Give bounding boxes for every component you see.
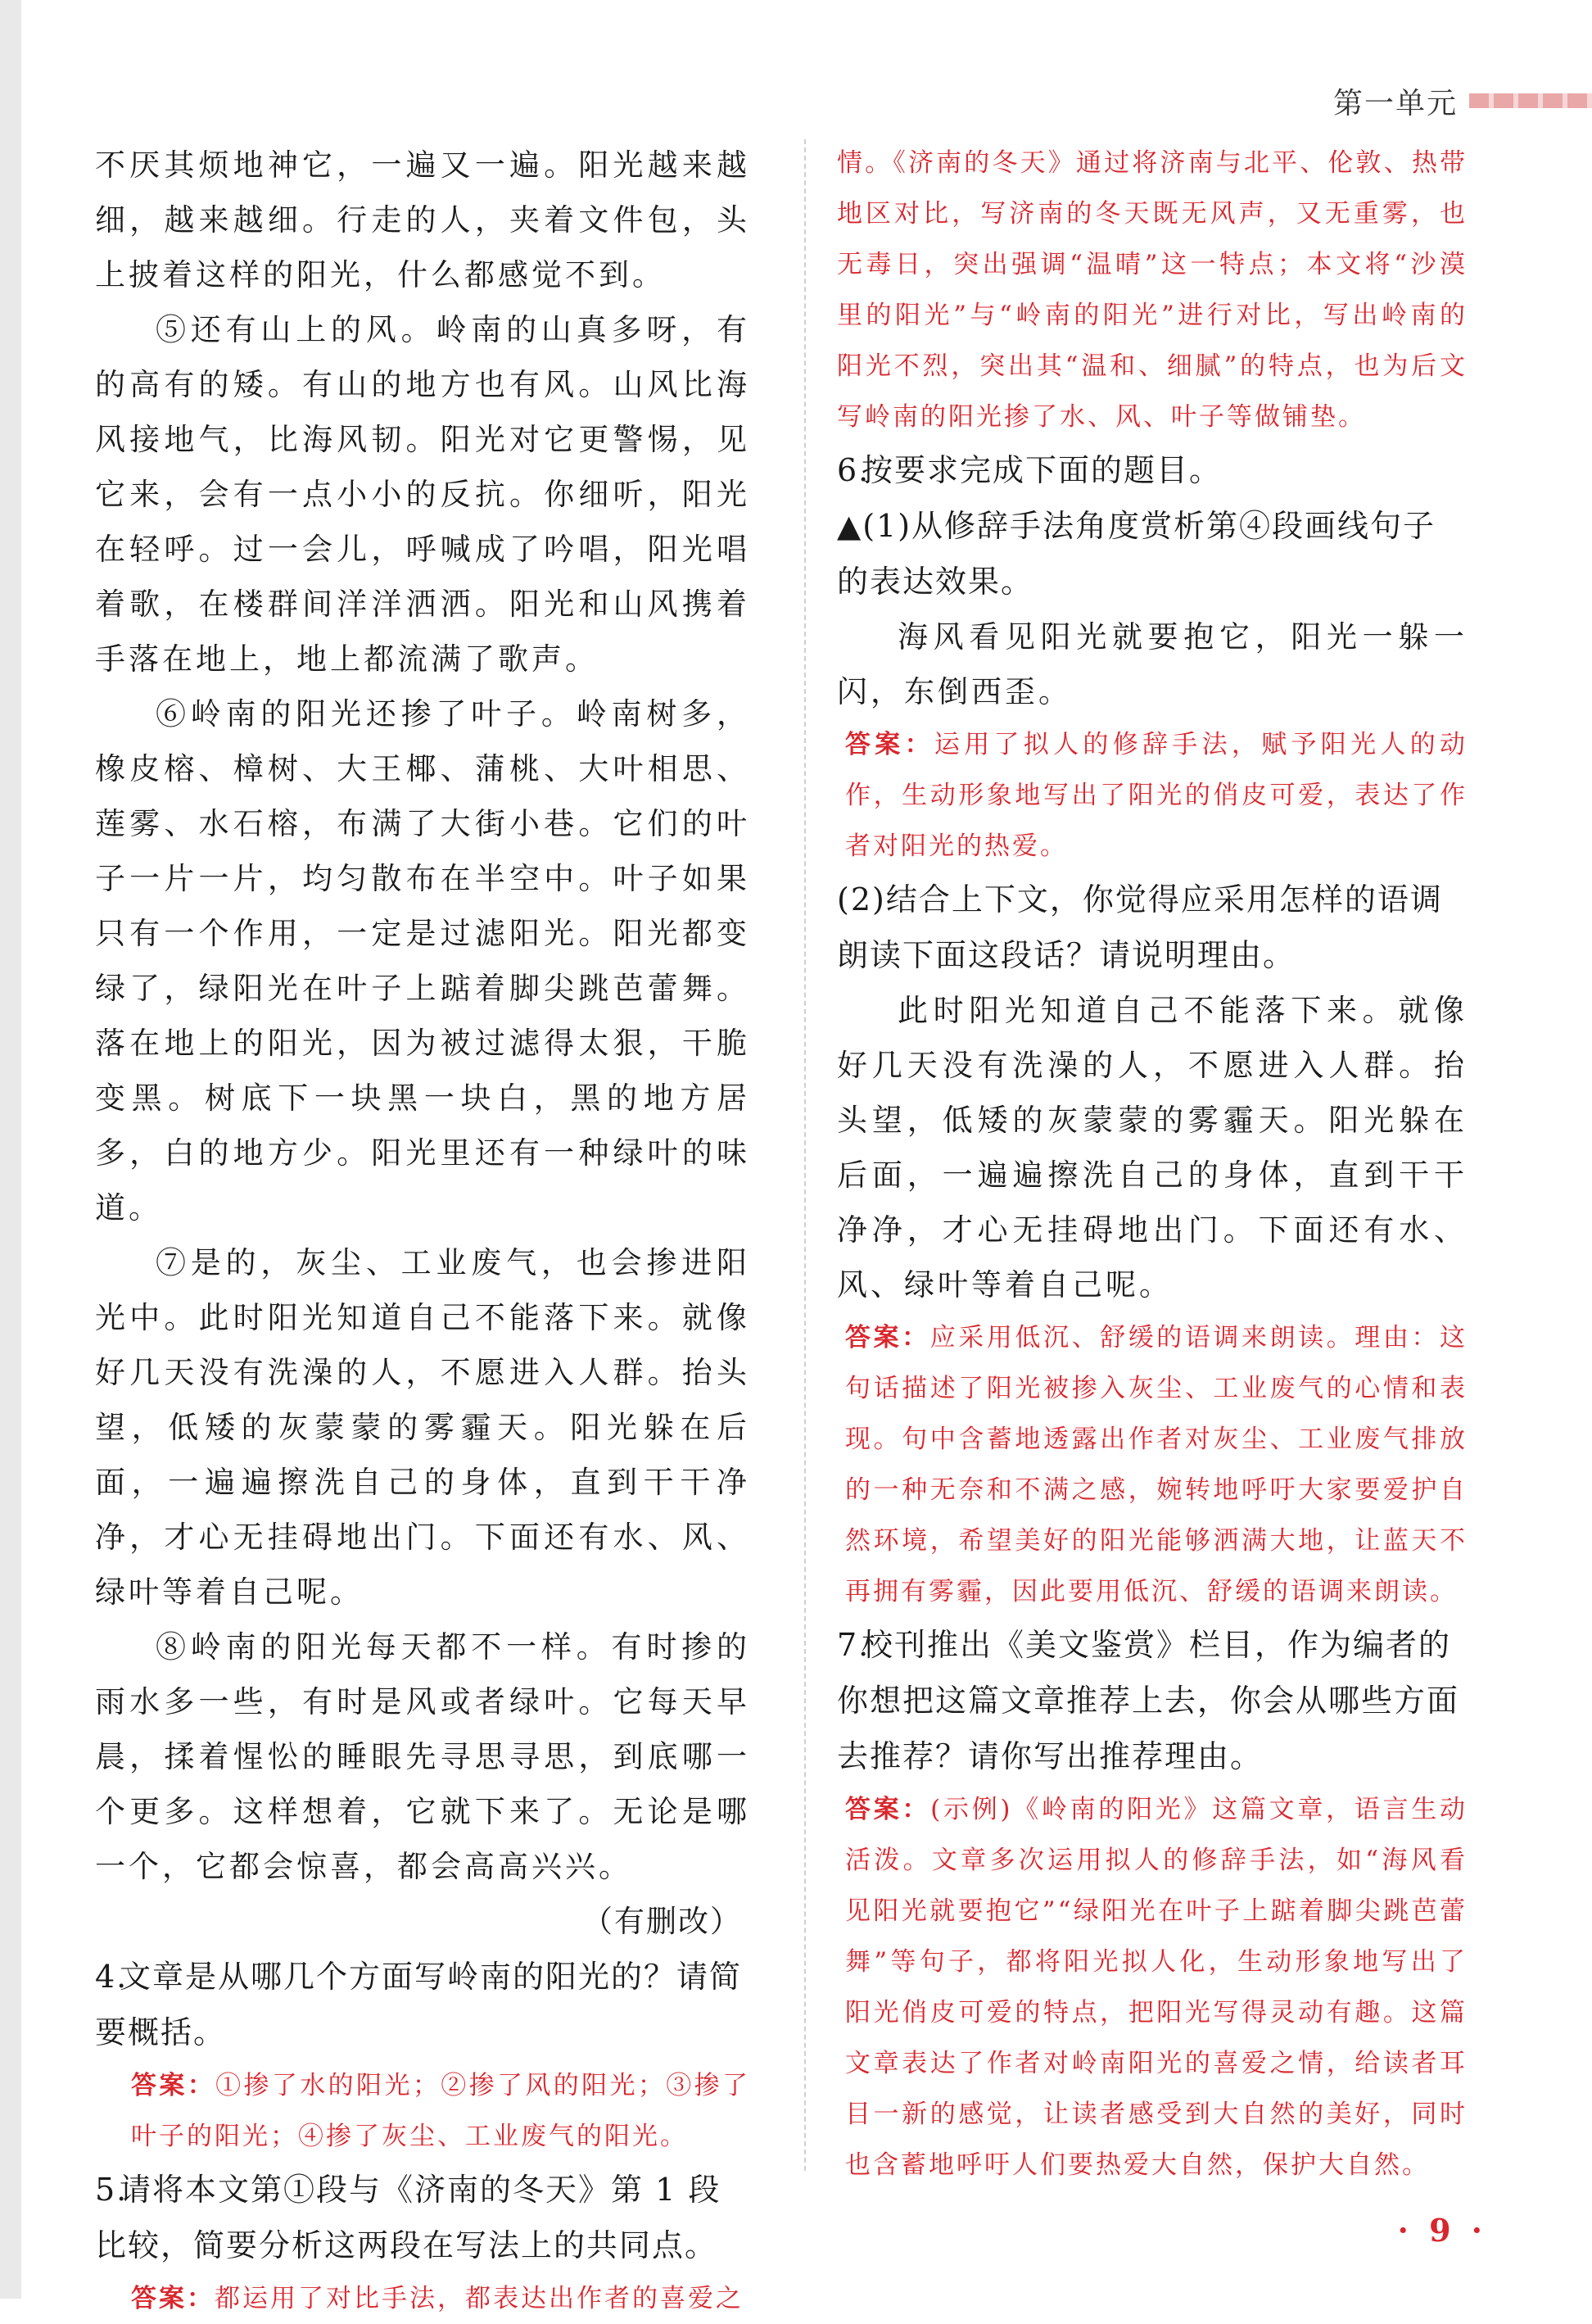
question-6-2-answer: 答案：应采用低沉、舒缓的语调来朗读。理由：这句话描述了阳光被掺入灰尘、工业废气的心情和表现。句中含蓄地透露出作者对灰尘、工业废气排放的一种无奈和不满之感，婉转地呼吁大家要爱护自然环境，希望美好的阳光能够洒满大地，让蓝天不再拥有雾霾，因此要用低沉、舒缓的语调来朗读。 [845, 1323, 1468, 1606]
answer-label: 答案： [131, 2284, 215, 2313]
paragraph-8: ⑧岭南的阳光每天都不一样。有时掺的雨水多一些，有时是风或者绿叶。它每天早晨，揉着惺忪的睡眼先寻思寻思，到底哪一个更多。这样想着，它就下来了。无论是哪一个，它都会惊喜，都会高高兴兴。 [95, 1629, 750, 1884]
question-6 [837, 442, 1468, 1617]
question-5 [95, 2162, 750, 2324]
question-7-answer: 答案：(示例)《岭南的阳光》这篇文章，语言生动活泼。文章多次运用拟人的修辞手法，如“海风看见阳光就要抱它”“绿阳光在叶子上踮着脚尖跳芭蕾舞”等句子，都将阳光拟人化，生动形象地写出了阳光俏皮可爱的特点，把阳光写得灵动有趣。这篇文章表达了作者对岭南阳光的喜爱之情，给读者耳目一新的感觉，让读者感受到大自然的美好，同时也含蓄地呼吁人们要热爱大自然，保护大自然。 [845, 1795, 1468, 2180]
paragraph-5: ⑤还有山上的风。岭南的山真多呀，有的高有的矮。有山的地方也有风。山风比海风接地气，比海风韧。阳光对它更警惕，见它来，会有一点小小的反抗。你细听，阳光在轻呼。过一会儿，呼喊成了吟唱，阳光唱着歌，在楼群间洋洋洒洒。阳光和山风携着手落在地上，地上都流满了歌声。 [95, 312, 750, 677]
question-6-1-text: ▲(1)从修辞手法角度赏析第④段画线句子的表达效果。 [837, 508, 1436, 600]
question-6-text: 6.按要求完成下面的题目。 [837, 442, 1468, 498]
question-6-number: 6. [837, 452, 871, 488]
question-5-number: 5. [95, 2172, 129, 2208]
page-header [1333, 72, 1592, 129]
question-7 [837, 1617, 1468, 2190]
question-5-text: 5.请将本文第①段与《济南的冬天》第 1 段比较，简要分析这两段在写法上的共同点。 [95, 2162, 750, 2273]
right-column [837, 138, 1468, 2190]
paragraph-7: ⑦是的，灰尘、工业废气，也会掺进阳光中。此时阳光知道自己不能落下来。就像好几天没有洗澡的人，不愿进入人群。抬头望，低矮的灰蒙蒙的雾霾天。阳光躲在后面，一遍遍擦洗自己的身体，直到干干净净，才心无挂碍地出门。下面还有水、风、绿叶等着自己呢。 [95, 1245, 750, 1610]
question-7-text: 7.校刊推出《美文鉴赏》栏目，作为编者的你想把这篇文章推荐上去，你会从哪些方面去推荐？请你写出推荐理由。 [837, 1617, 1468, 1784]
question-4-text: 4.文章是从哪几个方面写岭南的阳光的？请简要概括。 [95, 1949, 750, 2060]
question-6-2-quote: 此时阳光知道自己不能落下来。就像好几天没有洗澡的人，不愿进入人群。抬头望，低矮的灰蒙蒙的雾霾天。阳光躲在后面，一遍遍擦洗自己的身体，直到干干净净，才心无挂碍地出门。下面还有水、风、绿叶等着自己呢。 [837, 993, 1468, 1302]
source-note: （有删改） [582, 1904, 742, 1939]
question-5-answer: 答案：都运用了对比手法，都表达出作者的喜爱之 [131, 2284, 744, 2313]
question-7-number: 7. [837, 1627, 871, 1663]
header-decoration [1469, 93, 1592, 108]
page-number: · 9 · [1397, 2212, 1487, 2249]
left-column [95, 138, 750, 2324]
question-4-answer: 答案：①掺了水的阳光；②掺了风的阳光；③掺了叶子的阳光；④掺了灰尘、工业废气的阳光。 [131, 2071, 751, 2151]
question-6-2-text: (2)结合上下文，你觉得应采用怎样的语调朗读下面这段话？请说明理由。 [837, 881, 1443, 973]
unit-title: 第一单元 [1332, 86, 1458, 120]
question-6-1-answer: 答案：运用了拟人的修辞手法，赋予阳光人的动作，生动形象地写出了阳光的俏皮可爱，表达了作者对阳光的热爱。 [845, 730, 1468, 861]
paragraph-continued: 不厌其烦地神它，一遍又一遍。阳光越来越细，越来越细。行走的人，夹着文件包，头上披着这样的阳光，什么都感觉不到。 [95, 147, 750, 292]
answer-label: 答案： [845, 1795, 931, 1824]
question-4-number: 4. [95, 1959, 129, 1995]
answer-label: 答案： [845, 730, 934, 759]
answer-label: 答案： [131, 2071, 216, 2100]
column-divider [804, 139, 806, 2171]
answer-label: 答案： [845, 1323, 930, 1352]
question-4 [95, 1949, 750, 2162]
question-5-answer-continued: 情。《济南的冬天》通过将济南与北平、伦敦、热带地区对比，写济南的冬天既无风声，又无重雾，也无毒日，突出强调“温晴”这一特点；本文将“沙漠里的阳光”与“岭南的阳光”进行对比，写出岭南的阳光不烈，突出其“温和、细腻”的特点，也为后文写岭南的阳光掺了水、风、叶子等做铺垫。 [837, 148, 1468, 432]
page-edge [0, 0, 21, 2299]
question-6-1-quote: 海风看见阳光就要抱它，阳光一躲一闪，东倒西歪。 [837, 619, 1468, 709]
paragraph-6: ⑥岭南的阳光还掺了叶子。岭南树多，橡皮榕、樟树、大王椰、蒲桃、大叶相思、莲雾、水石榕，布满了大街小巷。它们的叶子一片一片，均匀散布在半空中。叶子如果只有一个作用，一定是过滤阳光。阳光都变绿了，绿阳光在叶子上踮着脚尖跳芭蕾舞。落在地上的阳光，因为被过滤得太狠，干脆变黑。树底下一块黑一块白，黑的地方居多，白的地方少。阳光里还有一种绿叶的味道。 [95, 696, 750, 1225]
